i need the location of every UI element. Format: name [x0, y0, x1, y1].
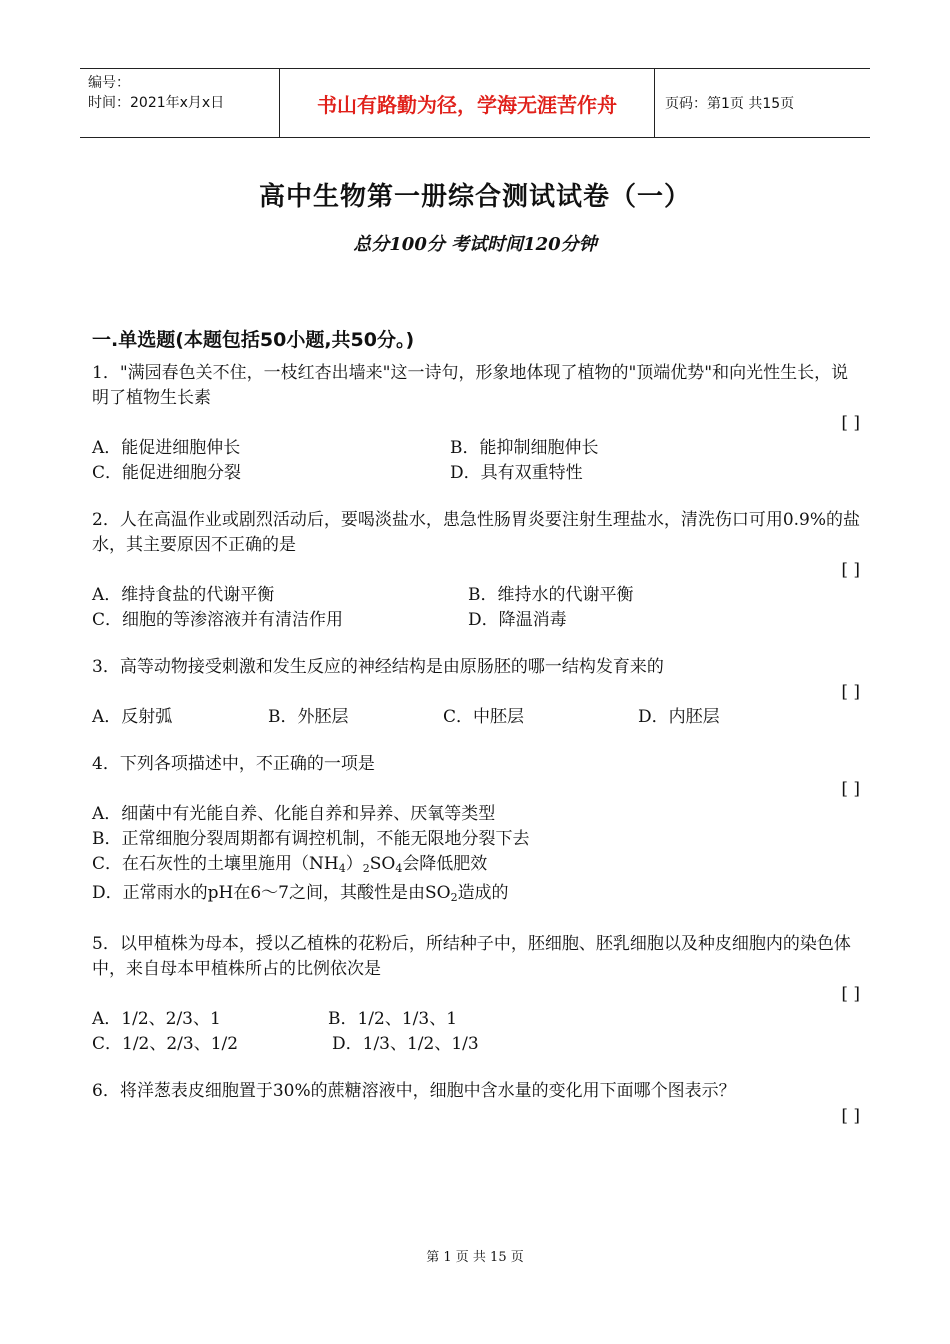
option-d: D．正常雨水的pH在6～7之间，其酸性是由$SO_2$造成的 [92, 883, 509, 904]
option-d: D．内胚层 [638, 707, 720, 727]
exam-subtitle: 总分100分 考试时间120分钟 [353, 234, 597, 255]
option-row [92, 1007, 862, 1032]
option-b: B．外胚层 [268, 707, 349, 727]
question-text: 2．人在高温作业或剧烈活动后，要喝淡盐水，患急性肠胃炎要注射生理盐水，清洗伤口可用0.9%的盐水，其主要原因不正确的是 [92, 510, 861, 555]
option-d: D．1/3、1/2、1/3 [332, 1034, 479, 1054]
answer-bracket: [ ] [841, 560, 860, 580]
option-c: C．在石灰性的土壤里施用$(NH_4)_2SO_4$会降低肥效 [92, 854, 488, 875]
option-b: B．维持水的代谢平衡 [468, 585, 634, 605]
answer-bracket: [ ] [841, 413, 860, 433]
exam-title: 高中生物第一册综合测试试卷（一） [258, 182, 691, 212]
option-a: A．维持食盐的代谢平衡 [92, 585, 275, 605]
answer-bracket: [ ] [841, 682, 860, 702]
option-d: D．降温消毒 [468, 610, 567, 630]
option-b: B．能抑制细胞伸长 [450, 438, 599, 458]
header-meta [80, 69, 280, 137]
section-heading: 一.单选题(本题包括50小题,共50分。) [92, 329, 415, 351]
question-text: 4．下列各项描述中，不正确的一项是 [92, 754, 375, 774]
option-a: A．反射弧 [92, 707, 173, 727]
option-d: D．具有双重特性 [450, 463, 583, 483]
option-c: C．能促进细胞分裂 [92, 463, 242, 483]
question-text: 6．将洋葱表皮细胞置于30%的蔗糖溶液中，细胞中含水量的变化用下面哪个图表示？ [92, 1081, 736, 1101]
question-1 [92, 361, 862, 486]
question-6 [92, 1079, 862, 1129]
question-4 [92, 752, 862, 910]
option-row [92, 608, 862, 633]
option-row [92, 1032, 862, 1057]
exam-content [92, 328, 862, 1151]
question-2 [92, 508, 862, 633]
option-b: B．1/2、1/3、1 [328, 1009, 458, 1029]
time-label: 时间：2021年x月x日 [88, 95, 225, 111]
option-row [92, 436, 862, 461]
option-a: A．细菌中有光能自养、化能自养和异养、厌氧等类型 [92, 804, 496, 824]
option-a: A．能促进细胞伸长 [92, 438, 241, 458]
option-row [92, 705, 862, 730]
question-5 [92, 932, 862, 1057]
question-text: 3．高等动物接受刺激和发生反应的神经结构是由原肠胚的哪一结构发育来的 [92, 657, 664, 677]
answer-bracket: [ ] [841, 1106, 860, 1126]
option-a: A．1/2、2/3、1 [92, 1009, 221, 1029]
option-row [92, 461, 862, 486]
number-label: 编号： [88, 75, 130, 91]
option-c: C．1/2、2/3、1/2 [92, 1034, 239, 1054]
question-text: 1．"满园春色关不住，一枝红杏出墙来"这一诗句，形象地体现了植物的"顶端优势"和向光性生长，说明了植物生长素 [92, 363, 849, 408]
header-page-info: 页码：第1页 共15页 [665, 96, 795, 112]
option-row [92, 583, 862, 608]
question-3 [92, 655, 862, 730]
document-header [80, 68, 870, 138]
option-b: B．正常细胞分裂周期都有调控机制，不能无限地分裂下去 [92, 829, 530, 849]
option-c: C．中胚层 [443, 707, 525, 727]
page-footer: 第 1 页 共 15 页 [426, 1250, 524, 1265]
answer-bracket: [ ] [841, 984, 860, 1004]
question-text: 5．以甲植株为母本，授以乙植株的花粉后，所结种子中，胚细胞、胚乳细胞以及种皮细胞内的染色体中，来自母本甲植株所占的比例依次是 [92, 934, 851, 979]
option-c: C．细胞的等渗溶液并有清洁作用 [92, 610, 344, 630]
header-motto: 书山有路勤为径，学海无涯苦作舟 [280, 69, 655, 137]
answer-bracket: [ ] [841, 779, 860, 799]
